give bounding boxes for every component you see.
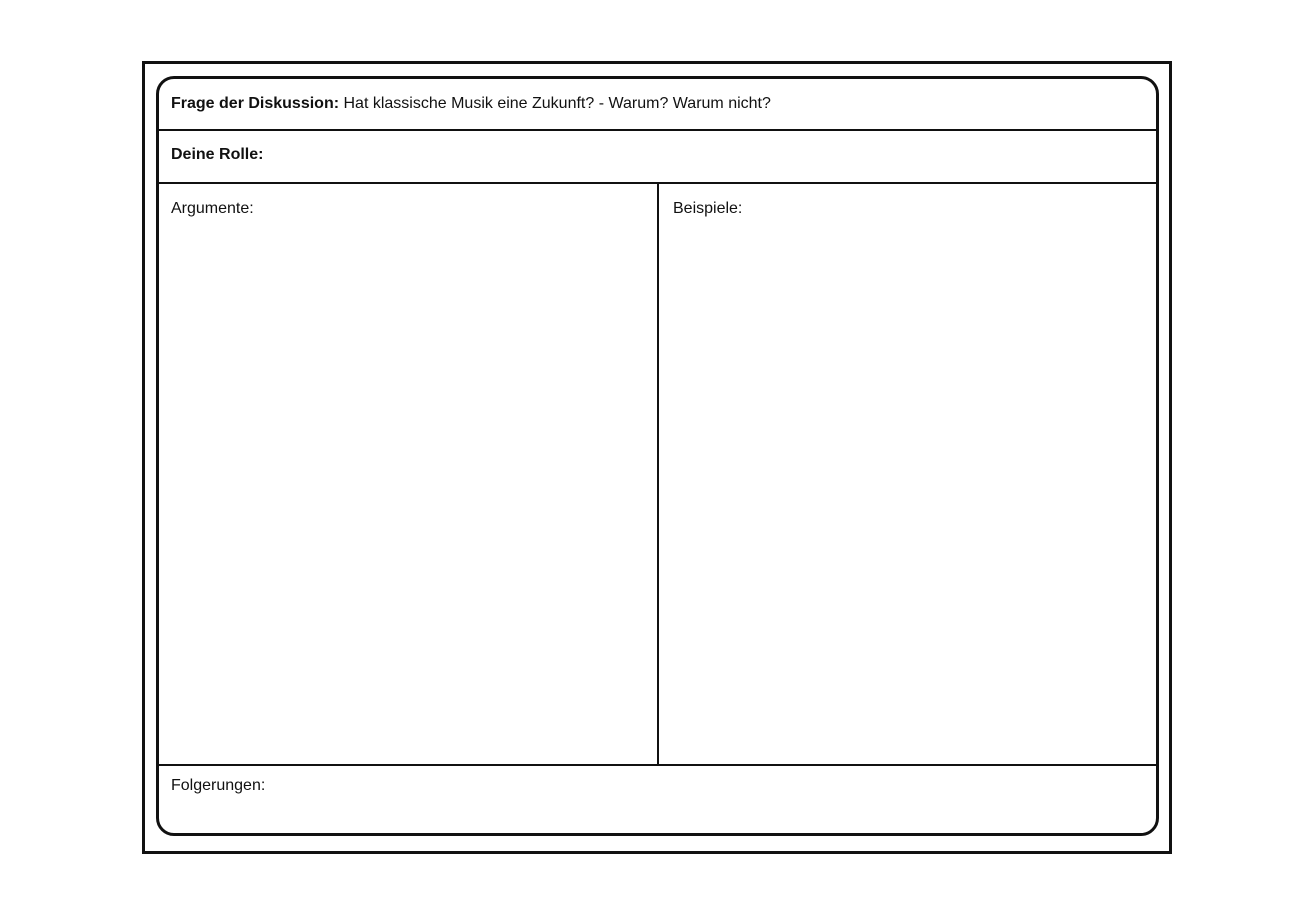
worksheet-card [156, 76, 1159, 836]
conclusions-label: Folgerungen: [171, 777, 266, 794]
arguments-label: Argumente: [171, 200, 254, 217]
arguments-cell[interactable] [159, 184, 659, 764]
worksheet-outer-frame [142, 61, 1172, 854]
discussion-question [171, 94, 771, 114]
role-label: Deine Rolle: [171, 146, 264, 163]
discussion-question-label: Frage der Diskussion: [171, 95, 340, 112]
arguments-examples-row [159, 184, 1156, 766]
role-row[interactable] [159, 131, 1156, 184]
discussion-question-row [159, 79, 1156, 131]
conclusions-row[interactable] [159, 766, 1156, 833]
examples-label: Beispiele: [673, 200, 743, 217]
discussion-question-text: Hat klassische Musik eine Zukunft? - Warum? Warum nicht? [339, 95, 771, 112]
examples-cell[interactable] [659, 184, 1156, 764]
